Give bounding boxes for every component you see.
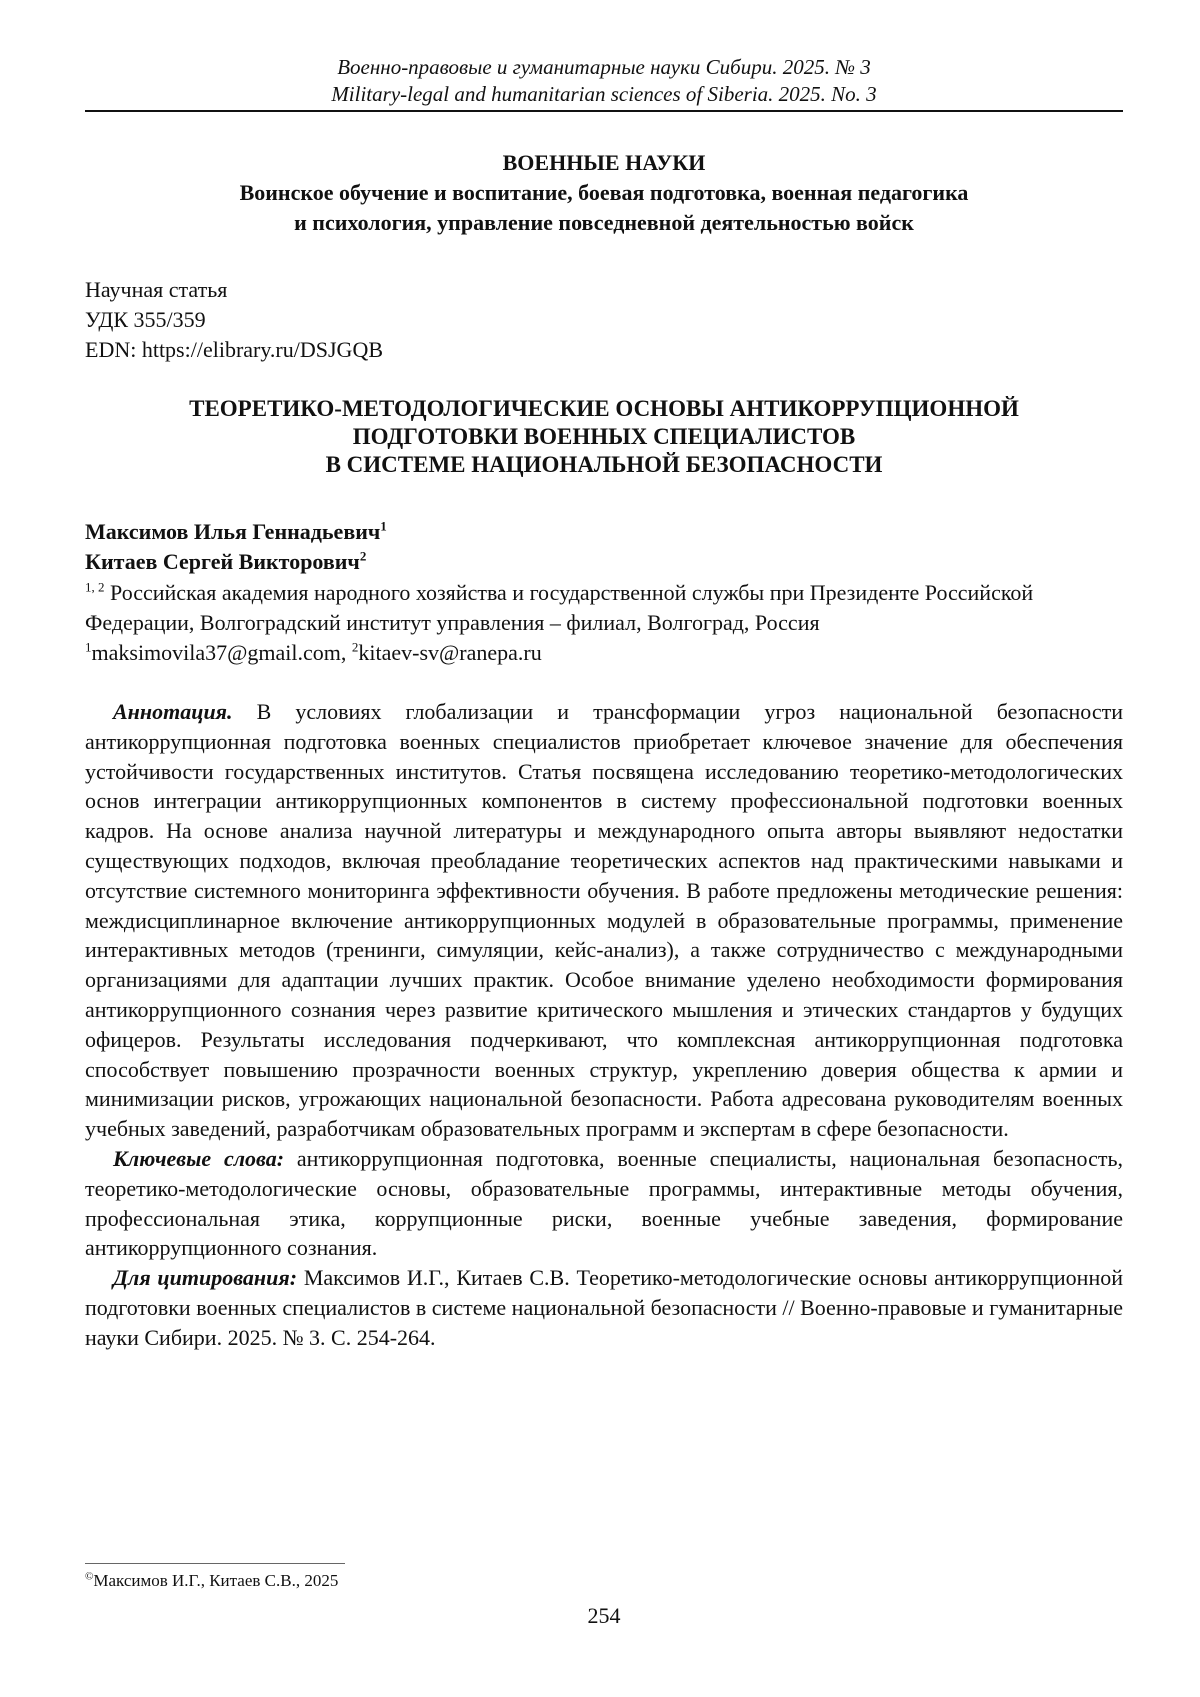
section-heading	[85, 148, 1123, 238]
affiliation-text-block	[85, 578, 1123, 638]
header-rule	[85, 110, 1123, 112]
article-title-line-2: ПОДГОТОВКИ ВОЕННЫХ СПЕЦИАЛИСТОВ	[352, 424, 856, 449]
citation-text: Максимов И.Г., Китаев С.В. Теоретико-методологические основы антикоррупционной подготовки военных специалистов в системе национальной безопасности // Военно-правовые и гуманитарные науки Сибири. 2025. № 3. С. 254-264.	[85, 1265, 1123, 1350]
article-title-line-3: В СИСТЕМЕ НАЦИОНАЛЬНОЙ БЕЗОПАСНОСТИ	[325, 452, 883, 477]
email-2[interactable]: kitaev-sv@ranepa.ru	[358, 640, 542, 665]
copyright-text: Максимов И.Г., Китаев С.В., 2025	[93, 1571, 339, 1590]
abstract-text: В условиях глобализации и трансформации угроз национальной безопасности антикоррупционная подготовка военных специалистов приобретает ключевое значение для обеспечения устойчивости государственных институтов. Статья посвящена исследованию теоретико-методологических основ интеграции антикоррупционных компонентов в систему профессиональной подготовки военных кадров. На основе анализа научной литературы и международного опыта авторы выявляют недостатки существующих подходов, включая преобладание теоретических аспектов над практическими навыками и отсутствие системного мониторинга эффективности обучения. В работе предложены методические решения: междисциплинарное включение антикоррупционных модулей в образовательные программы, применение интерактивных методов (тренинги, симуляции, кейс-анализ), а также сотрудничество с международными организациями для адаптации лучших практик. Особое внимание уделено необходимости формирования антикоррупционного сознания через развитие критического мышления и этических стандартов у будущих офицеров. Результаты исследования подчеркивают, что комплексная антикоррупционная подготовка способствует повышению прозрачности военных структур, укреплению доверия общества к армии и минимизации рисков, угрожающих национальной безопасности. Работа адресована руководителям военных учебных заведений, разработчикам образовательных программ и экспертам в сфере безопасности.	[85, 699, 1123, 1142]
author-list	[85, 517, 387, 577]
footnote-rule	[85, 1563, 345, 1564]
email-marker-1: 1	[85, 639, 92, 655]
running-header	[85, 54, 1123, 108]
udk-code: УДК 355/359	[85, 307, 206, 332]
article-title	[85, 395, 1123, 479]
section-title: ВОЕННЫЕ НАУКИ	[502, 150, 706, 175]
author-2	[85, 547, 387, 577]
article-type: Научная статья	[85, 277, 228, 302]
affiliation-text: Российская академия народного хозяйства и государственной службы при Президенте Российской Федерации, Волгоградский институт управления – филиал, Волгоград, Россия	[85, 580, 1034, 635]
journal-title-ru: Военно-правовые и гуманитарные науки Сибири. 2025. № 3	[337, 55, 871, 79]
email-1[interactable]: maksimovila37@gmail.com,	[91, 640, 347, 665]
affiliation	[85, 578, 1123, 668]
author-name: Китаев Сергей Викторович	[85, 549, 360, 574]
edn-link[interactable]: EDN: https://elibrary.ru/DSJGQB	[85, 337, 383, 362]
abstract-section	[85, 697, 1123, 1353]
section-subtitle-line-2: и психология, управление повседневной деятельностью войск	[294, 210, 914, 235]
keywords-text: антикоррупционная подготовка, военные специалисты, национальная безопасность, теоретико-методологические основы, образовательные программы, интерактивные методы обучения, профессиональная этика, коррупционные риски, военные учебные заведения, формирование антикоррупционного сознания.	[85, 1145, 1124, 1261]
affiliation-marker: 1, 2	[85, 579, 105, 595]
abstract-paragraph	[85, 697, 1123, 1144]
author-affil-marker: 1	[380, 518, 387, 534]
abstract-label: Аннотация.	[113, 699, 233, 724]
journal-title-en: Military-legal and humanitarian sciences of Siberia. 2025. No. 3	[331, 82, 877, 106]
author-emails	[85, 638, 1123, 668]
copyright-symbol: ©	[85, 1570, 94, 1583]
page-number: 254	[587, 1603, 621, 1628]
citation-label: Для цитирования:	[113, 1265, 298, 1291]
author-name: Максимов Илья Геннадьевич	[85, 519, 381, 544]
keywords-paragraph	[85, 1144, 1123, 1263]
email-marker-2: 2	[351, 639, 359, 655]
citation-paragraph	[85, 1263, 1123, 1352]
article-meta	[85, 275, 383, 365]
copyright-footnote	[85, 1570, 338, 1592]
keywords-label: Ключевые слова:	[113, 1145, 285, 1171]
article-title-line-1: ТЕОРЕТИКО-МЕТОДОЛОГИЧЕСКИЕ ОСНОВЫ АНТИКОРРУПЦИОННОЙ	[189, 396, 1019, 421]
author-affil-marker: 2	[359, 548, 367, 564]
author-1	[85, 517, 387, 547]
section-subtitle-line-1: Воинское обучение и воспитание, боевая подготовка, военная педагогика	[239, 180, 969, 205]
